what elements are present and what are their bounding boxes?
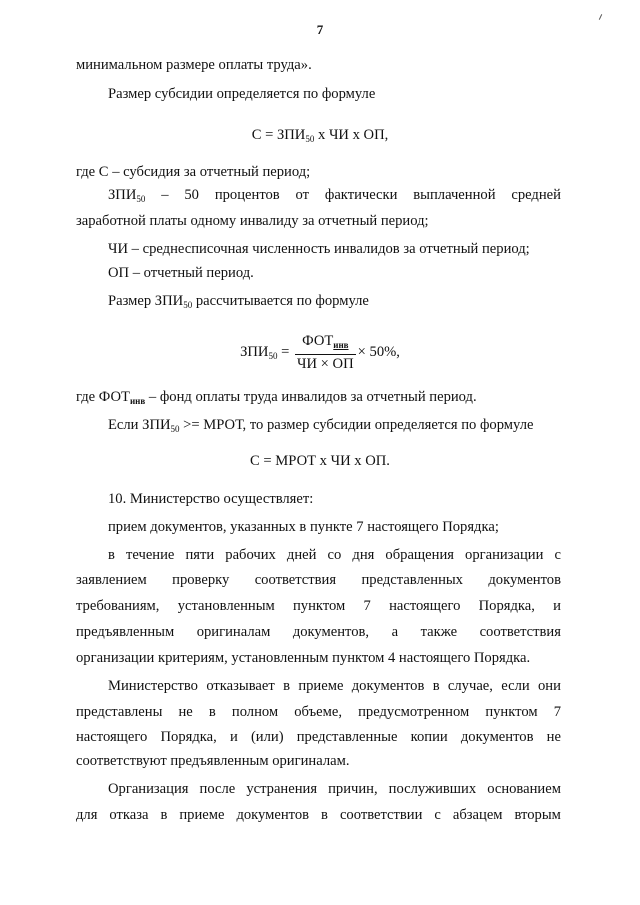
word: установленным (177, 598, 275, 614)
word: в (208, 704, 216, 720)
word: отказывает (206, 678, 275, 694)
text-line-justified (76, 703, 561, 721)
text-line: 10. Министерство осуществляет: (108, 491, 314, 507)
word: в (108, 547, 115, 563)
word: рабочих (225, 547, 276, 563)
word: со (327, 547, 342, 563)
text-line: минимальном размере оплаты труда». (76, 57, 312, 73)
word: основанием (487, 781, 561, 797)
word: 7 (363, 598, 371, 614)
text-line: Размер субсидии определяется по формуле (108, 86, 376, 102)
scan-mark (599, 14, 602, 20)
word: заявлением (76, 572, 147, 588)
formula-fraction: $\frac{ФОТ_{инв}}{ЧИ \times ОП}$ (297, 333, 354, 373)
word: если (501, 678, 530, 694)
word: с (554, 547, 561, 563)
text-line: ЧИ – среднесписочная численность инвалидов за отчетный период; (108, 241, 530, 257)
text-line-justified (108, 677, 561, 695)
word: пунктом (293, 598, 346, 614)
word: не (546, 729, 561, 745)
word: требованиям, (76, 598, 160, 614)
word: пунктом (485, 704, 538, 720)
formula-subsidy: $С = ЗПИ_{50}$ х ЧИ х ОП, (251, 127, 389, 144)
text-line-justified (108, 186, 561, 204)
word: документов (460, 729, 534, 745)
word: соответствия (254, 572, 337, 588)
word: вторым (514, 807, 561, 823)
word: соответствии (339, 807, 423, 823)
word: с (434, 807, 441, 823)
word: обращения (385, 547, 454, 563)
word: предусмотренном (358, 704, 470, 720)
word: и (229, 729, 238, 745)
word: в (321, 807, 328, 823)
word: они (538, 678, 561, 694)
word: также (420, 624, 458, 640)
text-line-justified (108, 780, 561, 798)
word: дней (286, 547, 317, 563)
word: в (160, 807, 168, 823)
word: случае, (447, 678, 493, 694)
text-line-justified (108, 546, 561, 564)
word: выплаченной (413, 187, 496, 203)
text-line-justified (76, 571, 561, 589)
word: представленные (296, 729, 398, 745)
word: причин, (328, 781, 378, 797)
word: приеме (179, 807, 225, 823)
word: документов (351, 678, 425, 694)
text-line: где $ФОТ_{инв}$ – фонд оплаты труда инвалидов за отчетный период. (76, 389, 477, 406)
word: фактически (324, 187, 398, 203)
word: Организация (108, 781, 189, 797)
text-line: где С – субсидия за отчетный период; (76, 164, 311, 180)
word: Порядка, (160, 729, 217, 745)
text-line: ОП – отчетный период. (108, 265, 254, 281)
word: представлены (76, 704, 163, 720)
text-line: соответствуют предъявленным оригиналам. (76, 753, 350, 769)
word: предъявленным (76, 624, 175, 640)
word: процентов (214, 187, 280, 203)
word: в (432, 678, 440, 694)
page-number: 7 (316, 22, 324, 37)
text-line: организации критериям, установленным пунктом 4 настоящего Порядка. (76, 650, 531, 666)
word: от (295, 187, 310, 203)
word: копии (410, 729, 448, 745)
word: устранения (246, 781, 318, 797)
word: в (283, 678, 290, 694)
word: (или) (250, 729, 284, 745)
text-line: Если $ЗПИ_{50}$ >= МРОТ, то размер субсидии определяется по формуле (108, 417, 534, 434)
word: дня (352, 547, 375, 563)
word: 50 (184, 187, 199, 203)
word: документов (488, 572, 561, 588)
formula-zpi50: $ЗПИ_{50}$ = $\frac{ФОТ_{инв}}{ЧИ \times ОП}$ × 50%, (240, 333, 400, 373)
word: Порядка, (478, 598, 535, 614)
word: послуживших (388, 781, 477, 797)
text-line-justified (76, 597, 561, 615)
word: представленных (361, 572, 463, 588)
word: течение (125, 547, 175, 563)
text-line-justified (76, 806, 561, 824)
word: соответствия (479, 624, 561, 640)
word: проверку (172, 572, 230, 588)
word: приеме (298, 678, 344, 694)
word: документов, (292, 624, 370, 640)
word: настоящего (389, 598, 461, 614)
word: оригиналам (196, 624, 271, 640)
word: Министерство (108, 678, 198, 694)
word: средней (511, 187, 561, 203)
text-line-justified (76, 623, 561, 641)
word: организации (465, 547, 544, 563)
word: настоящего (76, 729, 148, 745)
word: для (76, 807, 98, 823)
word: пяти (185, 547, 215, 563)
text-line: заработной платы одному инвалиду за отчетный период; (76, 213, 429, 229)
text-line: прием документов, указанных в пункте 7 настоящего Порядка; (108, 519, 499, 535)
word: документов (236, 807, 310, 823)
text-line-justified (76, 728, 561, 746)
text-line: Размер $ЗПИ_{50}$ рассчитывается по формуле (108, 293, 369, 310)
word: – (161, 187, 169, 203)
word: и (553, 598, 561, 614)
word: абзацем (452, 807, 503, 823)
formula-mrot: С = МРОТ х ЧИ х ОП. (250, 453, 390, 469)
word: полном (231, 704, 279, 720)
word: не (178, 704, 193, 720)
word: объеме, (294, 704, 342, 720)
word: отказа (109, 807, 149, 823)
word: после (199, 781, 236, 797)
word: $ЗПИ_{50}$ (108, 187, 146, 204)
word: а (391, 624, 399, 640)
word: 7 (553, 704, 561, 720)
